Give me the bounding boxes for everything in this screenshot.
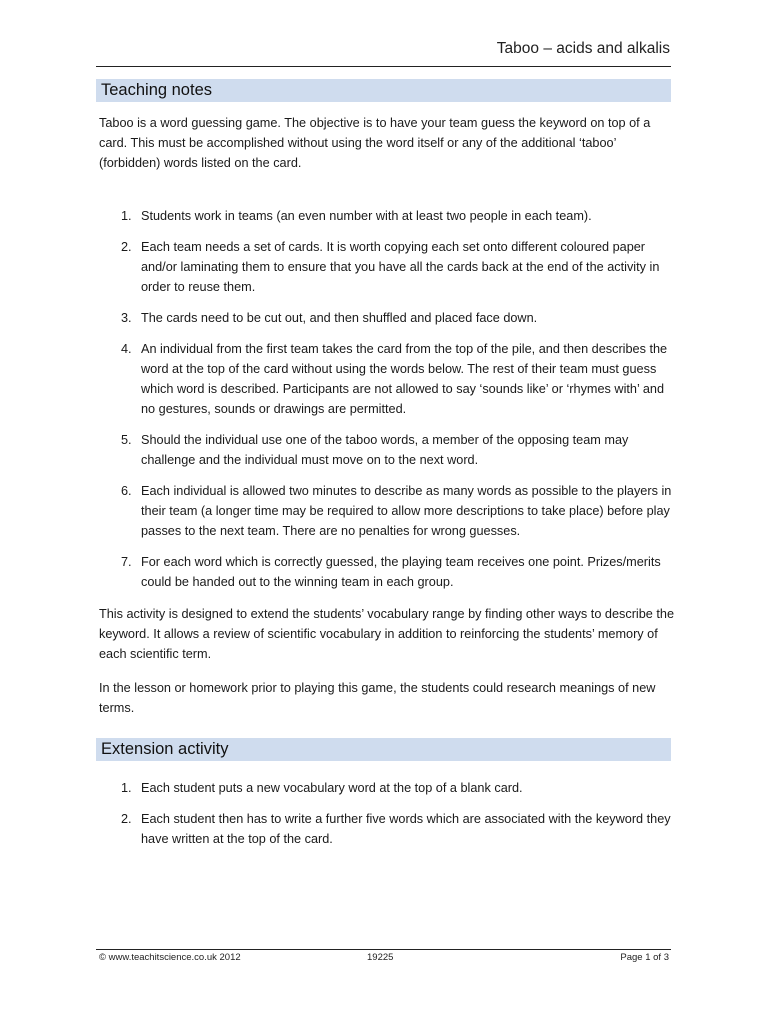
list-item — [99, 809, 679, 849]
list-text: Each student puts a new vocabulary word at the top of a blank card. — [141, 781, 523, 795]
homework-paragraph: In the lesson or homework prior to playing this game, the students could research meanings of new terms. — [99, 681, 656, 715]
list-number: 1. — [121, 781, 132, 795]
list-text: The cards need to be cut out, and then shuffled and placed face down. — [141, 311, 538, 325]
extension-steps-list — [99, 778, 679, 860]
list-item — [99, 778, 679, 798]
list-item — [99, 481, 679, 541]
list-number: 4. — [121, 342, 132, 356]
footer-code: 19225 — [367, 952, 394, 963]
intro-paragraph: Taboo is a word guessing game. The objective is to have your team guess the keyword on top of a card. This must be accomplished without using the word itself or any of the additional ‘taboo’ (forbidden) words listed on the card. — [99, 116, 651, 170]
teaching-steps-list — [99, 206, 679, 603]
footer-page-number: Page 1 of 3 — [620, 952, 669, 963]
list-item — [99, 237, 679, 297]
header-title: Taboo – acids and alkalis — [496, 40, 670, 57]
purpose-paragraph: This activity is designed to extend the students’ vocabulary range by finding other ways to describe the keyword. It allows a review of scientific vocabulary in addition to reinforcing the students’ memory of each scientific term. — [99, 607, 675, 661]
list-item — [99, 206, 679, 226]
extension-heading: Extension activity — [101, 740, 229, 758]
list-number: 2. — [121, 812, 132, 826]
list-number: 6. — [121, 484, 132, 498]
list-text: Each team needs a set of cards. It is worth copying each set onto different coloured paper and/or laminating them to ensure that you have all the cards back at the end of the activity in order to reuse them. — [141, 240, 660, 294]
list-number: 5. — [121, 433, 132, 447]
extension-heading-bar — [96, 738, 671, 761]
list-item — [99, 339, 679, 419]
footer-copyright: © www.teachitscience.co.uk 2012 — [99, 952, 241, 963]
list-text: Students work in teams (an even number with at least two people in each team). — [141, 209, 592, 223]
list-text: Should the individual use one of the taboo words, a member of the opposing team may challenge and the individual must move on to the next word. — [141, 433, 629, 467]
list-number: 7. — [121, 555, 132, 569]
footer-rule — [96, 949, 671, 950]
list-text: Each individual is allowed two minutes to describe as many words as possible to the players in their team (a longer time may be required to allow more descriptions to take place) before play passes to the next team. There are no penalties for wrong guesses. — [141, 484, 672, 538]
teaching-notes-heading: Teaching notes — [101, 81, 212, 99]
list-text: For each word which is correctly guessed, the playing team receives one point. Prizes/merits could be handed out to the winning team in each group. — [141, 555, 661, 589]
list-number: 2. — [121, 240, 132, 254]
teaching-notes-heading-bar — [96, 79, 671, 102]
list-text: An individual from the first team takes the card from the top of the pile, and then describes the word at the top of the card without using the words below. The rest of their team must guess which word is described. Participants are not allowed to say ‘sounds like’ or ‘rhymes with’ and no gestures, sounds or drawings are permitted. — [141, 342, 668, 416]
header-rule — [96, 66, 671, 67]
list-item — [99, 552, 679, 592]
list-item — [99, 308, 679, 328]
list-item — [99, 430, 679, 470]
list-number: 3. — [121, 311, 132, 325]
list-number: 1. — [121, 209, 132, 223]
list-text: Each student then has to write a further five words which are associated with the keyword they have written at the top of the card. — [141, 812, 671, 846]
